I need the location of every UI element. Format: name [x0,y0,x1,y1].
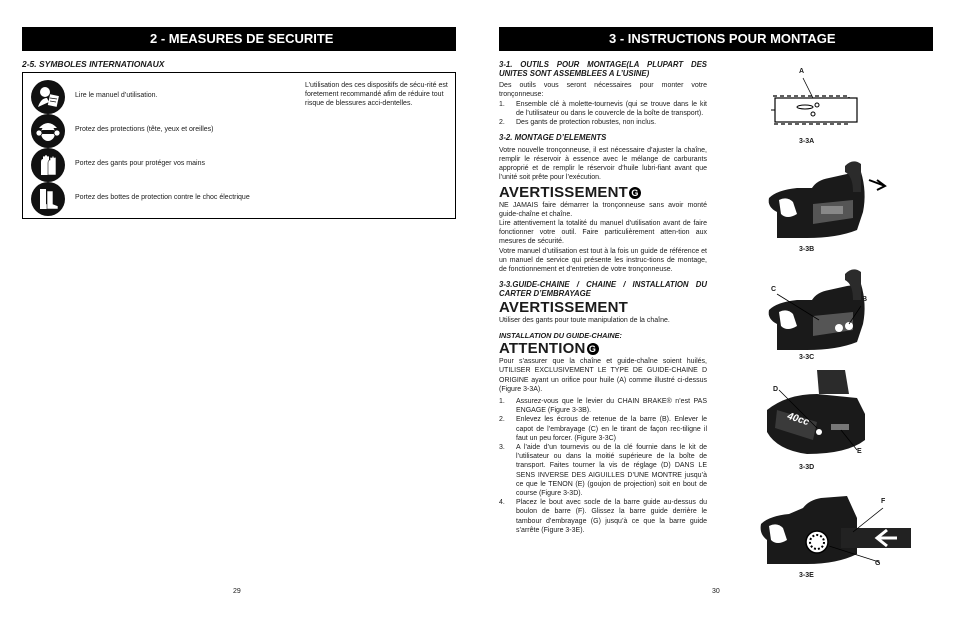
head-eye-ear-protection-icon [31,114,65,148]
guide-bar-drawing [767,76,937,136]
symbol-row [31,114,311,148]
boots-icon [31,182,65,216]
chainsaw-drawing [757,266,907,352]
figure-label: E [857,448,862,455]
paragraph: Des outils vous seront nécessaires pour monter votre tronçonneuse: [499,82,707,99]
figure-label: D [773,386,779,393]
subheading-symbols: 2-5. SYMBOLES INTERNATIONAUX [22,59,165,69]
figure-caption: 3-3A [799,138,815,145]
page-number: 30 [712,588,720,595]
figure-3-3c [757,266,917,370]
install-title: INSTALLATION DU GUIDE-CHAINE: [499,330,622,340]
chainsaw-drawing [757,478,927,564]
list-item: 1. Ensemble clé à molette-tournevis (qui se trouve dans le kit de l’utilisateur ou dans le couvercle de la boîte de transport). [499,100,707,117]
gloves-icon [31,148,65,182]
figure-caption: 3-3E [799,572,814,579]
figure-3-3b [757,152,907,258]
paragraph: Pour s’assurer que la chaîne et guide-chaîne soient huilés, UTILISER EXCLUSIVEMENT LE TYPE DE GUIDE-CHAINE D ORIGINE ayant un orifice pour huile (A) comme illustré ci-dessus (Figure 3-3A). [499,358,707,393]
symbol-text: Portez des bottes de protection contre le choc électrique [75,194,250,201]
list-item: 3. A l’aide d’un tournevis ou de la clé fournie dans le kit de l’utilisateur ou dans la moitié supérieure de la boîte de transport. Faites tourner la vis de réglage (D) DANS LE SENS INVERSE DES AIGUILLES D’UNE MONTRE jusqu’à ce que le TENON (E) (goujon de projection) soit en bout de course (Figure 3-3D). [499,444,707,498]
g-badge-icon: G [587,343,599,355]
right-page [477,0,954,618]
symbol-row [31,182,311,216]
figure-caption: 3-3B [799,246,815,253]
paragraph: Lire attentivement la totalité du manuel d’utilisation avant de faire fonctionner votre outil. Faire particulièrement atten-tion aux mesures de sécurité. [499,220,707,246]
figure-3-3d [757,370,917,474]
paragraph: NE JAMAIS faire démarrer la tronçonneuse sans avoir monté guide-chaîne et chaîne. [499,201,707,218]
manual-reading-icon [31,80,65,114]
symbols-box [22,72,456,219]
brand-text: 40cc [785,410,811,429]
chainsaw-drawing [757,370,907,456]
figure-3-3e [757,478,927,582]
symbol-row [31,148,311,182]
symbol-row [31,80,311,114]
section-title-3-2: 3-2. MONTAGE D’ELEMENTS [499,133,607,143]
section-title-3-3: 3-3.GUIDE-CHAINE / CHAINE / INSTALLATION DU CARTER D’EMBRAYAGE [499,280,707,298]
warning-heading-2: AVERTISSEMENT [499,299,629,317]
figure-label: F [881,498,886,505]
attention-heading: ATTENTION G [499,341,707,357]
paragraph: Votre manuel d’utilisation est tout à la fois un guide de référence et un manuel de service qui présente les instruc-tions de montage, de fonctionnement et d’entretien de votre tronçonneuse. [499,247,707,274]
list-item: 1. Assurez-vous que le levier du CHAIN BRAKE® n’est PAS ENGAGE (Figure 3-3B). [499,398,707,415]
section-header-assembly: 3 - INSTRUCTIONS POUR MONTAGE [499,27,933,51]
figure-label: B [862,296,868,303]
figure-3-3a [767,62,937,152]
paragraph: Votre nouvelle tronçonneuse, il est nécessaire d’ajuster la chaîne, remplir le réservoir à essence avec le mélange de carburants approprié et de remplir le réservoir d’huile lubri-fiant avant que l’unité soit prête pour l’exécution. [499,146,707,182]
warning-heading: AVERTISSEMENT G [499,185,707,201]
figure-label: A [799,68,805,75]
section-header-safety: 2 - MEASURES DE SECURITE [22,27,456,51]
figure-label: G [875,560,881,567]
figure-caption: 3-3D [799,464,815,471]
list-item: 4. Placez le bout avec socle de la barre guide au-dessus du boulon de barre (F). Glissez la barre guide derrière le tambour d’embrayage (G) jusqu’à ce que la barre guide s’arrête (Figure 3-3E). [499,499,707,534]
symbol-text: Lire le manuel d’utilisation. [75,92,158,99]
section-title-3-1: 3-1. OUTILS POUR MONTAGE(LA PLUPART DES UNITES SONT ASSEMBLEES A L’USINE) [499,60,707,78]
list-item: 2. Enlevez les écrous de retenue de la barre (B). Enlever le capot de l’embrayage (C) en le tirant de façon rec-tiligne il faut un peu forcer. (Figure 3-3C) [499,416,707,442]
safety-note: L’utilisation des ces dispositifs de sécu-rité est foretement recommandé afim de réduire tout risque de blessures acci-dentelles. [305,82,448,108]
list-item: 2. Des gants de protection robustes, non inclus. [499,119,657,126]
chainsaw-drawing [757,152,907,240]
g-badge-icon: G [629,187,641,199]
steps-list [499,397,707,535]
symbol-text: Portez des gants pour protéger vos mains [75,160,205,167]
symbol-text: Protez des protections (tête, yeux et oreilles) [75,126,214,133]
figure-caption: 3-3C [799,354,815,361]
figure-label: C [771,286,777,293]
tools-list [499,100,707,128]
page-number: 29 [233,588,241,595]
paragraph: Utiliser des gants pour toute manipulation de la chaîne. [499,317,670,325]
text-column [499,61,707,535]
